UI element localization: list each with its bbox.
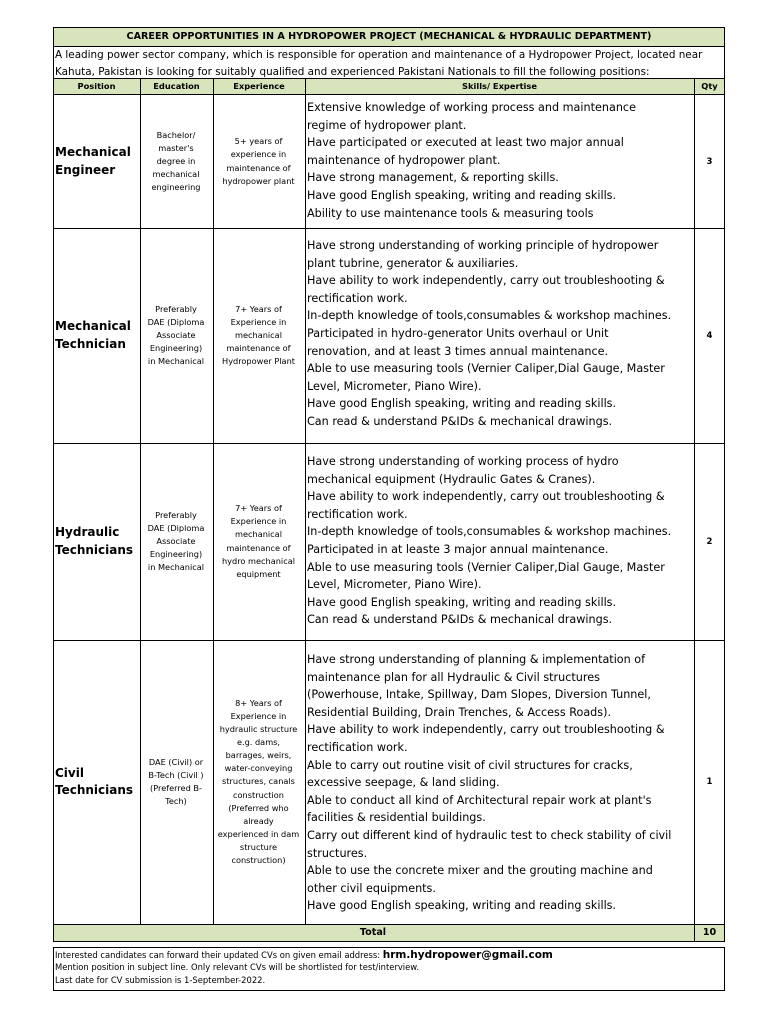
header-education: Education bbox=[153, 81, 200, 91]
row-divider bbox=[53, 228, 725, 229]
footer-line-1 bbox=[55, 949, 723, 961]
education-cell: Preferably DAE (Diploma Associate Engineering) in Mechanical bbox=[147, 303, 205, 367]
total-value: 10 bbox=[702, 927, 717, 938]
skills-cell: Have strong understanding of working principle of hydropower plant tubrine, generator & auxiliaries. Have ability to work independently, carry out troubleshooting & rectification work. In-depth knowledge of tools,consumables & workshop machines. Participated in hydro-generator Units overhaul or Unit renovation, and at least 3 times annual maintenance. Able to use measuring tools (Vernier Caliper,Dial Gauge, Master Level, Micrometer, Piano Wire). Have good English speaking, writing and reading skills. Can read & understand P&IDs & mechanical drawings. bbox=[307, 239, 672, 428]
column-divider bbox=[305, 78, 306, 924]
skills-cell: Have strong understanding of working process of hydro mechanical equipment (Hydraulic Gates & Cranes). Have ability to work independently, carry out troubleshooting & rectification work. In-depth knowledge of tools,consumables & workshop machines. Participated in at leaste 3 major annual maintenance. Able to use measuring tools (Vernier Caliper,Dial Gauge, Master Level, Micrometer, Piano Wire). Have good English speaking, writing and reading skills. Can read & understand P&IDs & mechanical drawings. bbox=[307, 455, 672, 627]
position-cell: Civil Technicians bbox=[55, 765, 134, 797]
intro-divider bbox=[53, 78, 725, 79]
table-border-left bbox=[53, 27, 54, 941]
footer-notes bbox=[55, 949, 723, 986]
contact-email[interactable]: hrm.hydropower@gmail.com bbox=[382, 949, 553, 961]
table-border-right bbox=[724, 27, 725, 941]
education-cell: Preferably DAE (Diploma Associate Engineering) in Mechanical bbox=[147, 509, 205, 573]
footer-border-top bbox=[53, 947, 725, 948]
column-divider bbox=[140, 78, 141, 924]
row-divider bbox=[53, 640, 725, 641]
header-position: Position bbox=[77, 81, 116, 91]
skills-cell: Have strong understanding of planning & implementation of maintenance plan for all Hydraulic & Civil structures (Powerhouse, Intake, Spillway, Dam Slopes, Diversion Tunnel, Residential Building, Drain Trenches, & Access Roads). Have ability to work independently, carry out troubleshooting & rectification work. Able to carry out routine visit of civil structures for cracks, excessive seepage, & land sliding. Able to conduct all kind of Architectural repair work at plant's facilities & residential buildings. Carry out different kind of hydraulic test to check stability of civil structures. Able to use the concrete mixer and the grouting machine and other civil equipments. Have good English speaking, writing and reading skills. bbox=[307, 653, 672, 913]
footer-border-left bbox=[53, 947, 54, 990]
position-cell: Mechanical Technician bbox=[55, 319, 131, 351]
intro-line-2: Kahuta, Pakistan is looking for suitably qualified and experienced Pakistani Nationals to fill the following positions: bbox=[55, 65, 650, 78]
header-experience: Experience bbox=[233, 81, 285, 91]
total-divider bbox=[53, 924, 725, 925]
table-border-top bbox=[53, 27, 725, 28]
intro-line-1: A leading power sector company, which is responsible for operation and maintenance of a Hydropower Project, located near bbox=[55, 49, 703, 61]
qty-cell: 4 bbox=[706, 330, 713, 341]
qty-cell: 3 bbox=[706, 156, 713, 167]
header-qty: Qty bbox=[701, 81, 718, 91]
education-cell: DAE (Civil) or B-Tech (Civil ) (Preferred B- Tech) bbox=[148, 756, 204, 807]
title-divider bbox=[53, 46, 725, 47]
footer-border-bottom bbox=[53, 990, 725, 991]
footer-line-1-text: Interested candidates can forward their updated CVs on given email address: bbox=[55, 950, 381, 960]
row-divider bbox=[53, 443, 725, 444]
column-divider bbox=[213, 78, 214, 924]
experience-cell: 7+ Years of Experience in mechanical maintenance of Hydropower Plant bbox=[222, 303, 295, 367]
header-skills: Skills/ Expertise bbox=[462, 81, 537, 91]
header-divider bbox=[53, 94, 725, 95]
experience-cell: 5+ years of experience in maintenance of hydropower plant bbox=[222, 136, 295, 186]
total-label: Total bbox=[359, 927, 387, 938]
footer-line-2: Mention position in subject line. Only relevant CVs will be shortlisted for test/interview. bbox=[55, 962, 420, 973]
position-cell: Hydraulic Technicians bbox=[55, 525, 134, 557]
table-border-bottom bbox=[53, 941, 725, 942]
footer-line-3: Last date for CV submission is 1-September-2022. bbox=[55, 974, 266, 985]
education-cell: Bachelor/ master's degree in mechanical engineering bbox=[151, 129, 201, 193]
position-cell: Mechanical Engineer bbox=[55, 145, 131, 177]
experience-cell: 8+ Years of Experience in hydraulic structure e.g. dams, barrages, weirs, water-conveying structures, canals construction (Preferred who already experienced in dam structure construction) bbox=[217, 697, 300, 866]
experience-cell: 7+ Years of Experience in mechanical maintenance of hydro mechanical equipment bbox=[221, 503, 295, 579]
footer-border-right bbox=[724, 947, 725, 990]
page-title: CAREER OPPORTUNITIES IN A HYDROPOWER PROJECT (MECHANICAL & HYDRAULIC DEPARTMENT) bbox=[53, 27, 725, 46]
qty-cell: 1 bbox=[706, 777, 713, 787]
intro-paragraph bbox=[55, 47, 725, 80]
qty-cell: 2 bbox=[706, 536, 713, 547]
column-divider bbox=[694, 78, 695, 941]
skills-cell: Extensive knowledge of working process and maintenance regime of hydropower plant. Have participated or executed at least two major annual maintenance of hydropower plant. Have strong management, & reporting skills. Have good English speaking, writing and reading skills. Ability to use maintenance tools & measuring tools bbox=[307, 101, 636, 220]
